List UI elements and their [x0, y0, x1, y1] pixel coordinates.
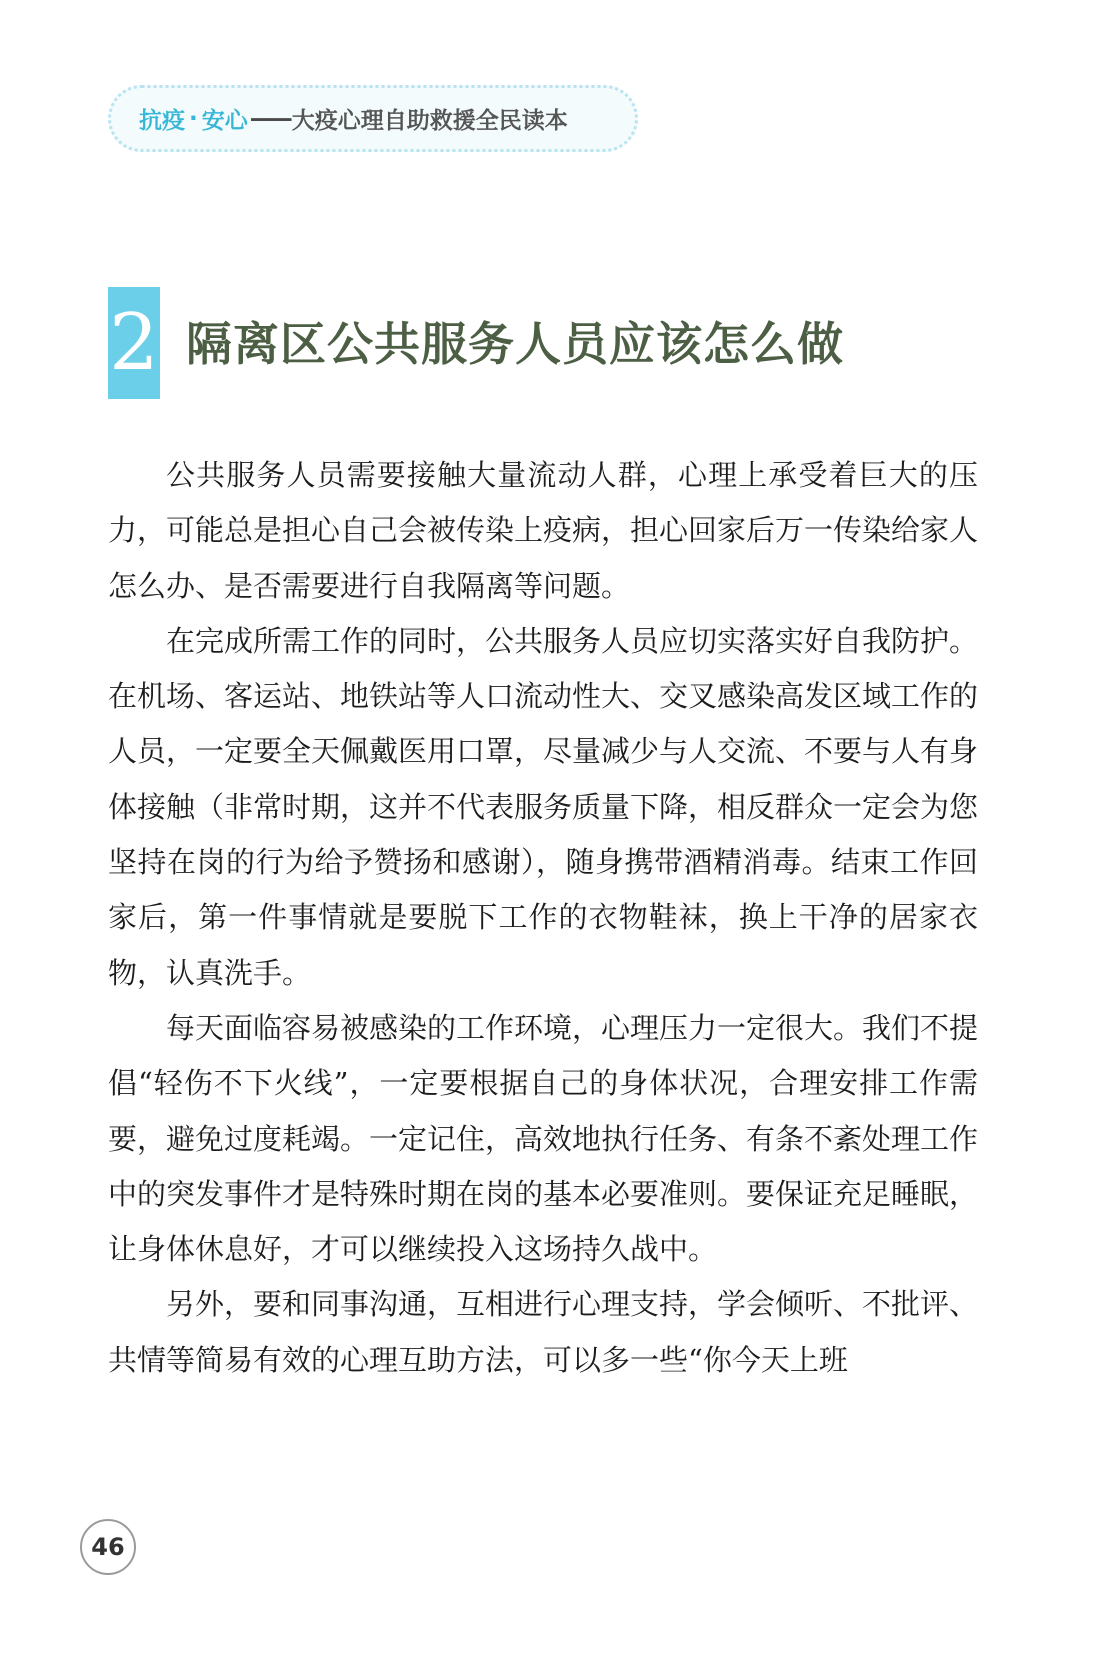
page-number: 46: [80, 1519, 136, 1575]
header-part2: 安心: [201, 108, 248, 134]
section-title: 隔离区公共服务人员应该怎么做: [186, 317, 844, 371]
header-part1: 抗疫: [139, 108, 185, 134]
running-header: [108, 85, 638, 152]
paragraph: 公共服务人员需要接触大量流动人群，心理上承受着巨大的压力，可能总是担心自己会被传染上疫病，担心回家后万一传染给家人怎么办、是否需要进行自我隔离等问题。: [108, 458, 979, 603]
header-dash: ——: [249, 105, 290, 132]
paragraph: 另外，要和同事沟通，互相进行心理支持，学会倾听、不批评、共情等简易有效的心理互助方法，可以多一些“你今天上班: [108, 1287, 979, 1377]
section-number-block: 2: [108, 287, 160, 399]
body-text: [108, 448, 978, 1388]
paragraph: 每天面临容易被感染的工作环境，心理压力一定很大。我们不提倡“轻伤不下火线”，一定要根据自己的身体状况，合理安排工作需要，避免过度耗竭。一定记住，高效地执行任务、有条不紊处理工作中的突发事件才是特殊时期在岗的基本必要准则。要保证充足睡眠，让身体休息好，才可以继续投入这场持久战中。: [108, 1010, 979, 1267]
paragraph: 在完成所需工作的同时，公共服务人员应切实落实好自我防护。在机场、客运站、地铁站等人口流动性大、交叉感染高发区域工作的人员，一定要全天佩戴医用口罩，尽量减少与人交流、不要与人有身体接触（非常时期，这并不代表服务质量下降，相反群众一定会为您坚持在岗的行为给予赞扬和感谢），随身携带酒精消毒。结束工作回家后，第一件事情就是要脱下工作的衣物鞋袜，换上干净的居家衣物，认真洗手。: [108, 623, 979, 990]
header-separator: ·: [189, 105, 198, 132]
header-subtitle: 大疫心理自助救援全民读本: [291, 108, 568, 134]
